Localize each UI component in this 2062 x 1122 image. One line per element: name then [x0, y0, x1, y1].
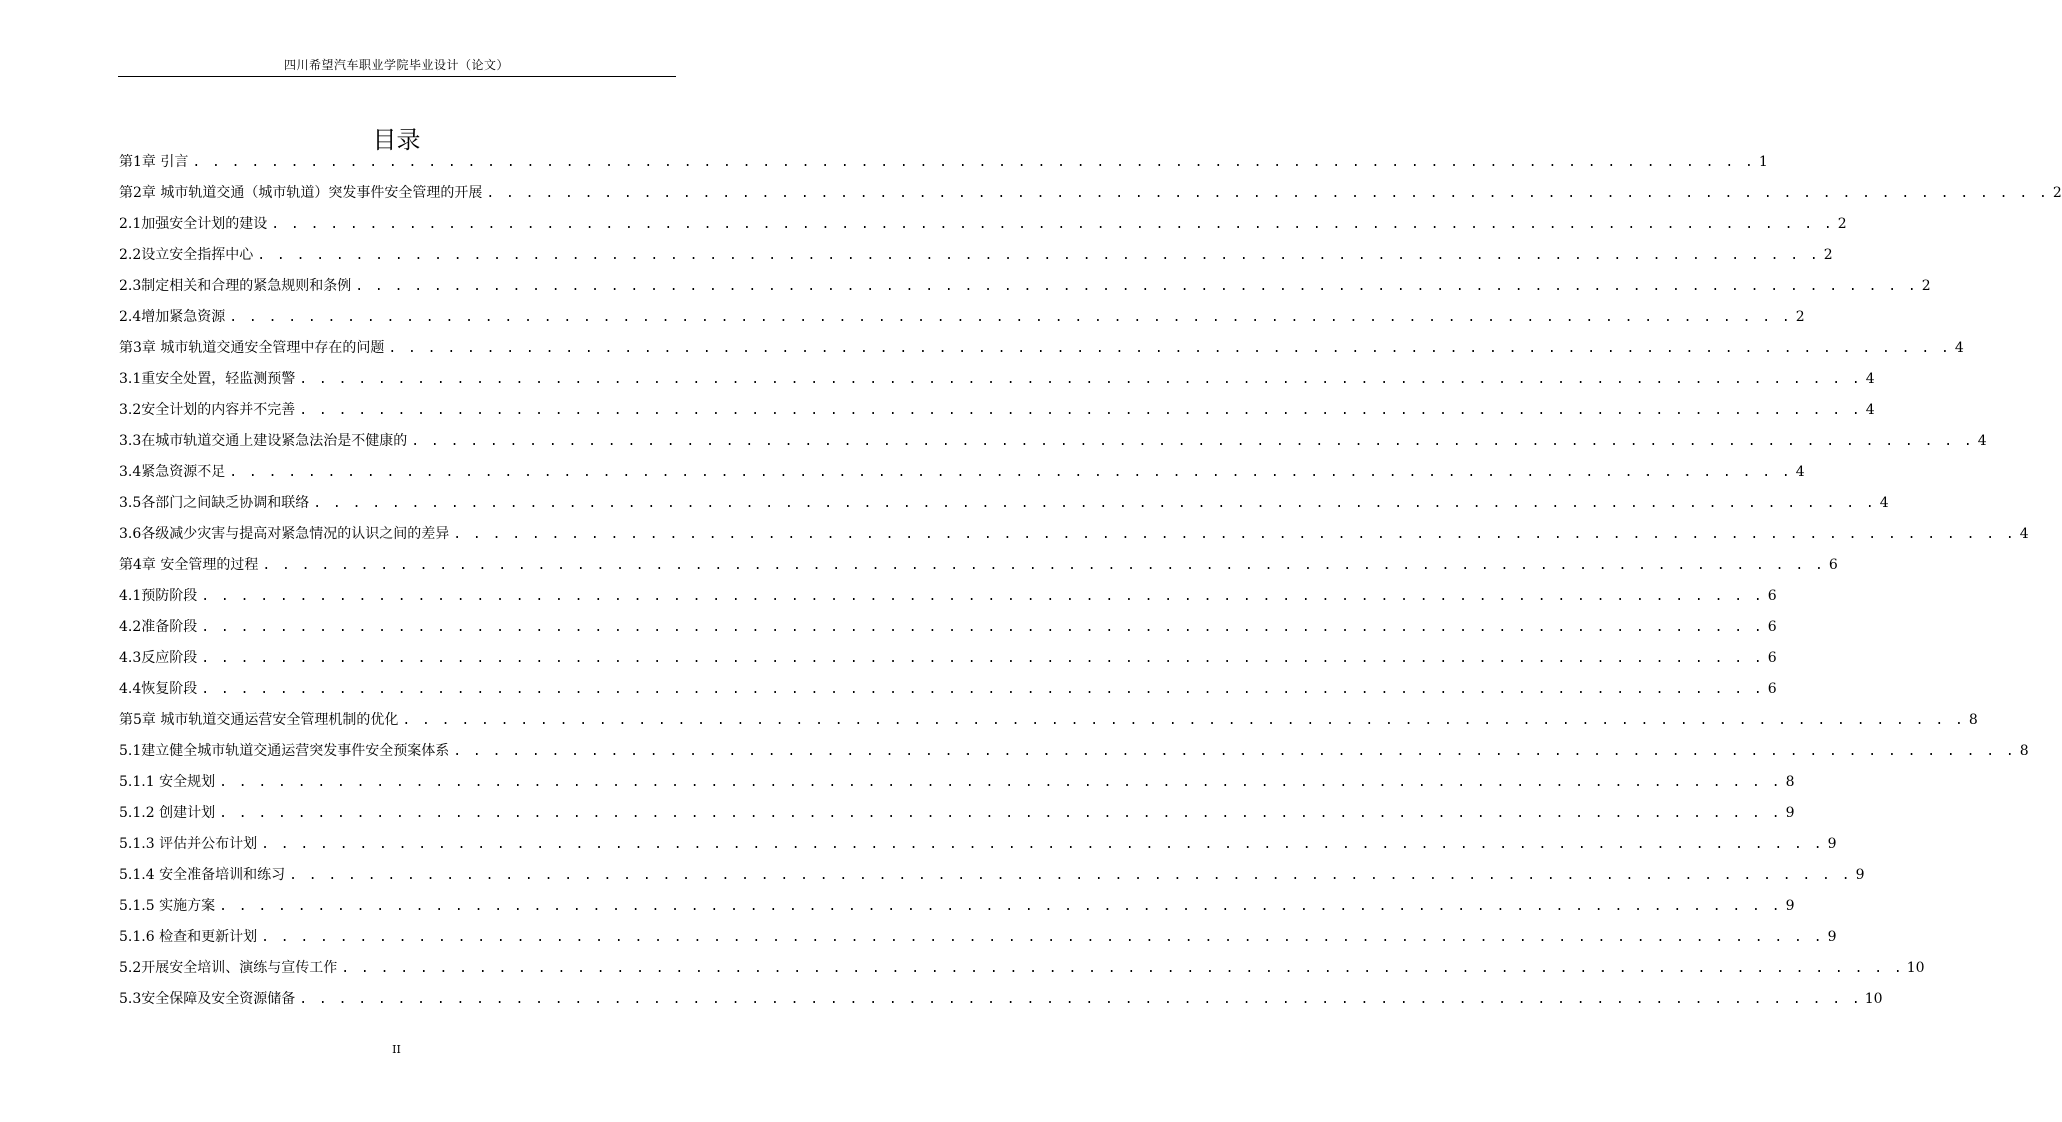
- toc-entry-page: 2: [2052, 185, 2062, 201]
- toc-entry-title: 2.1加强安全计划的建设: [119, 216, 268, 232]
- toc-entry-page: 9: [1827, 929, 1837, 945]
- toc-dot-leader: . . . . . . . . . . . . . . . . . . . . . . . . . . . . . . . . . . . . . . . . . . . . . . . . . . . . . . . . . . . . . . . . . . . . . . . . . . . . . . . .: [219, 899, 1782, 914]
- toc-entry[interactable]: [119, 209, 1847, 240]
- table-of-contents: [119, 147, 2062, 1015]
- toc-entry-title: 3.5各部门之间缺乏协调和联络: [119, 495, 310, 511]
- toc-entry-title: 3.4紧急资源不足: [119, 464, 226, 480]
- toc-entry[interactable]: [119, 426, 1987, 457]
- toc-entry[interactable]: [119, 147, 1768, 178]
- toc-entry-title: 4.3反应阶段: [119, 650, 198, 666]
- toc-entry[interactable]: [119, 395, 1875, 426]
- toc-entry[interactable]: [119, 984, 1883, 1015]
- toc-entry[interactable]: [119, 364, 1875, 395]
- toc-entry[interactable]: [119, 674, 1777, 705]
- toc-entry-title: 2.3制定相关和合理的紧急规则和条例: [119, 278, 352, 294]
- toc-entry[interactable]: [119, 271, 1931, 302]
- toc-dot-leader: . . . . . . . . . . . . . . . . . . . . . . . . . . . . . . . . . . . . . . . . . . . . . . . . . . . . . . . . . . . . . . . . . . . . . . . . . . . . . . . .: [388, 341, 1951, 356]
- toc-entry-title: 第3章 城市轨道交通安全管理中存在的问题: [119, 340, 385, 356]
- toc-entry[interactable]: [119, 736, 2029, 767]
- header-divider: [118, 76, 676, 77]
- toc-dot-leader: . . . . . . . . . . . . . . . . . . . . . . . . . . . . . . . . . . . . . . . . . . . . . . . . . . . . . . . . . . . . . . . . . . . . . . . . . . . . . . . .: [402, 713, 1965, 728]
- toc-entry[interactable]: [119, 240, 1833, 271]
- toc-entry-page: 6: [1767, 619, 1777, 635]
- toc-entry[interactable]: [119, 302, 1805, 333]
- toc-dot-leader: . . . . . . . . . . . . . . . . . . . . . . . . . . . . . . . . . . . . . . . . . . . . . . . . . . . . . . . . . . . . . . . . . . . . . . . . . . . . . . . .: [299, 403, 1862, 418]
- toc-dot-leader: . . . . . . . . . . . . . . . . . . . . . . . . . . . . . . . . . . . . . . . . . . . . . . . . . . . . . . . . . . . . . . . . . . . . . . . . . . . . . . . .: [355, 279, 1918, 294]
- toc-dot-leader: . . . . . . . . . . . . . . . . . . . . . . . . . . . . . . . . . . . . . . . . . . . . . . . . . . . . . . . . . . . . . . . . . . . . . . . . . . . . . . . .: [201, 589, 1764, 604]
- toc-dot-leader: . . . . . . . . . . . . . . . . . . . . . . . . . . . . . . . . . . . . . . . . . . . . . . . . . . . . . . . . . . . . . . . . . . . . . . . . . . . . . . . .: [201, 620, 1764, 635]
- toc-entry-page: 6: [1767, 588, 1777, 604]
- toc-entry-page: 10: [1906, 960, 1925, 976]
- toc-entry[interactable]: [119, 767, 1795, 798]
- toc-dot-leader: . . . . . . . . . . . . . . . . . . . . . . . . . . . . . . . . . . . . . . . . . . . . . . . . . . . . . . . . . . . . . . . . . . . . . . . . . . . . . . . .: [453, 527, 2016, 542]
- toc-entry-page: 2: [1795, 309, 1805, 325]
- toc-entry-title: 5.1.2 创建计划: [119, 805, 216, 821]
- toc-entry-page: 1: [1758, 154, 1768, 170]
- toc-dot-leader: . . . . . . . . . . . . . . . . . . . . . . . . . . . . . . . . . . . . . . . . . . . . . . . . . . . . . . . . . . . . . . . . . . . . . . . . . . . . . . . .: [411, 434, 1974, 449]
- toc-dot-leader: . . . . . . . . . . . . . . . . . . . . . . . . . . . . . . . . . . . . . . . . . . . . . . . . . . . . . . . . . . . . . . . . . . . . . . . . . . . . . . . .: [313, 496, 1876, 511]
- toc-entry-page: 6: [1767, 650, 1777, 666]
- toc-entry-page: 9: [1785, 898, 1795, 914]
- toc-entry-title: 5.1建立健全城市轨道交通运营突发事件安全预案体系: [119, 743, 450, 759]
- toc-entry-title: 4.4恢复阶段: [119, 681, 198, 697]
- toc-entry-title: 第1章 引言: [119, 154, 189, 170]
- toc-entry-page: 2: [1837, 216, 1847, 232]
- toc-entry-page: 2: [1921, 278, 1931, 294]
- toc-entry[interactable]: [119, 550, 1838, 581]
- toc-entry-title: 2.2设立安全指挥中心: [119, 247, 254, 263]
- toc-dot-leader: . . . . . . . . . . . . . . . . . . . . . . . . . . . . . . . . . . . . . . . . . . . . . . . . . . . . . . . . . . . . . . . . . . . . . . . . . . . . . . . .: [289, 868, 1852, 883]
- toc-entry-title: 3.1重安全处置，轻监测预警: [119, 371, 296, 387]
- toc-entry-page: 2: [1823, 247, 1833, 263]
- toc-entry-title: 5.1.4 安全准备培训和练习: [119, 867, 286, 883]
- toc-entry-title: 4.2准备阶段: [119, 619, 198, 635]
- toc-entry-page: 4: [1795, 464, 1805, 480]
- toc-entry[interactable]: [119, 488, 1889, 519]
- toc-entry-page: 9: [1827, 836, 1837, 852]
- toc-entry-title: 5.1.1 安全规划: [119, 774, 216, 790]
- toc-entry-page: 4: [2019, 526, 2029, 542]
- toc-entry-title: 3.6各级减少灾害与提高对紧急情况的认识之间的差异: [119, 526, 450, 542]
- toc-entry-title: 3.2安全计划的内容并不完善: [119, 402, 296, 418]
- toc-dot-leader: . . . . . . . . . . . . . . . . . . . . . . . . . . . . . . . . . . . . . . . . . . . . . . . . . . . . . . . . . . . . . . . . . . . . . . . . . . . . . . . .: [261, 837, 1824, 852]
- toc-dot-leader: . . . . . . . . . . . . . . . . . . . . . . . . . . . . . . . . . . . . . . . . . . . . . . . . . . . . . . . . . . . . . . . . . . . . . . . . . . . . . . . .: [262, 558, 1825, 573]
- toc-entry-title: 5.2开展安全培训、演练与宣传工作: [119, 960, 338, 976]
- toc-entry[interactable]: [119, 457, 1805, 488]
- toc-entry[interactable]: [119, 581, 1777, 612]
- toc-entry-page: 8: [1785, 774, 1795, 790]
- toc-dot-leader: . . . . . . . . . . . . . . . . . . . . . . . . . . . . . . . . . . . . . . . . . . . . . . . . . . . . . . . . . . . . . . . . . . . . . . . . . . . . . . . .: [219, 775, 1782, 790]
- toc-dot-leader: . . . . . . . . . . . . . . . . . . . . . . . . . . . . . . . . . . . . . . . . . . . . . . . . . . . . . . . . . . . . . . . . . . . . . . . . . . . . . . . .: [453, 744, 2016, 759]
- toc-dot-leader: . . . . . . . . . . . . . . . . . . . . . . . . . . . . . . . . . . . . . . . . . . . . . . . . . . . . . . . . . . . . . . . . . . . . . . . . . . . . . . . .: [201, 651, 1764, 666]
- toc-entry-page: 8: [2019, 743, 2029, 759]
- toc-entry[interactable]: [119, 643, 1777, 674]
- page-header: 四川希望汽车职业学院毕业设计（论文）: [283, 58, 509, 72]
- toc-entry-title: 4.1预防阶段: [119, 588, 198, 604]
- toc-dot-leader: . . . . . . . . . . . . . . . . . . . . . . . . . . . . . . . . . . . . . . . . . . . . . . . . . . . . . . . . . . . . . . . . . . . . . . . . . . . . . . . .: [229, 465, 1792, 480]
- toc-entry-page: 6: [1767, 681, 1777, 697]
- toc-dot-leader: . . . . . . . . . . . . . . . . . . . . . . . . . . . . . . . . . . . . . . . . . . . . . . . . . . . . . . . . . . . . . . . . . . . . . . . . . . . . . . . .: [486, 186, 2049, 201]
- toc-entry-page: 6: [1828, 557, 1838, 573]
- toc-entry[interactable]: [119, 953, 1925, 984]
- toc-dot-leader: . . . . . . . . . . . . . . . . . . . . . . . . . . . . . . . . . . . . . . . . . . . . . . . . . . . . . . . . . . . . . . . . . . . . . . . . . . . . . . . .: [261, 930, 1824, 945]
- toc-dot-leader: . . . . . . . . . . . . . . . . . . . . . . . . . . . . . . . . . . . . . . . . . . . . . . . . . . . . . . . . . . . . . . . . . . . . . . . . . . . . . . . .: [257, 248, 1820, 263]
- toc-entry-title: 5.3安全保障及安全资源储备: [119, 991, 296, 1007]
- toc-entry-title: 5.1.3 评估并公布计划: [119, 836, 258, 852]
- toc-entry-title: 第2章 城市轨道交通（城市轨道）突发事件安全管理的开展: [119, 185, 483, 201]
- toc-entry[interactable]: [119, 519, 2029, 550]
- page-number: II: [392, 1043, 401, 1056]
- toc-entry[interactable]: [119, 612, 1777, 643]
- toc-dot-leader: . . . . . . . . . . . . . . . . . . . . . . . . . . . . . . . . . . . . . . . . . . . . . . . . . . . . . . . . . . . . . . . . . . . . . . . . . . . . . . . .: [341, 961, 1904, 976]
- toc-dot-leader: . . . . . . . . . . . . . . . . . . . . . . . . . . . . . . . . . . . . . . . . . . . . . . . . . . . . . . . . . . . . . . . . . . . . . . . . . . . . . . . .: [192, 155, 1755, 170]
- toc-title: 目录: [372, 126, 421, 154]
- toc-entry[interactable]: [119, 829, 1837, 860]
- toc-entry-title: 3.3在城市轨道交通上建设紧急法治是不健康的: [119, 433, 408, 449]
- toc-entry-page: 4: [1954, 340, 1964, 356]
- toc-entry-title: 第4章 安全管理的过程: [119, 557, 259, 573]
- toc-entry-page: 4: [1977, 433, 1987, 449]
- toc-dot-leader: . . . . . . . . . . . . . . . . . . . . . . . . . . . . . . . . . . . . . . . . . . . . . . . . . . . . . . . . . . . . . . . . . . . . . . . . . . . . . . . .: [299, 372, 1862, 387]
- toc-entry[interactable]: [119, 798, 1795, 829]
- toc-dot-leader: . . . . . . . . . . . . . . . . . . . . . . . . . . . . . . . . . . . . . . . . . . . . . . . . . . . . . . . . . . . . . . . . . . . . . . . . . . . . . . . .: [219, 806, 1782, 821]
- toc-dot-leader: . . . . . . . . . . . . . . . . . . . . . . . . . . . . . . . . . . . . . . . . . . . . . . . . . . . . . . . . . . . . . . . . . . . . . . . . . . . . . . . .: [271, 217, 1834, 232]
- toc-entry-title: 第5章 城市轨道交通运营安全管理机制的优化: [119, 712, 399, 728]
- toc-entry-page: 9: [1785, 805, 1795, 821]
- toc-entry-page: 9: [1855, 867, 1865, 883]
- toc-entry[interactable]: [119, 922, 1837, 953]
- toc-entry-title: 5.1.5 实施方案: [119, 898, 216, 914]
- toc-entry-page: 8: [1968, 712, 1978, 728]
- toc-entry[interactable]: [119, 705, 1978, 736]
- toc-dot-leader: . . . . . . . . . . . . . . . . . . . . . . . . . . . . . . . . . . . . . . . . . . . . . . . . . . . . . . . . . . . . . . . . . . . . . . . . . . . . . . . .: [229, 310, 1792, 325]
- toc-entry-title: 2.4增加紧急资源: [119, 309, 226, 325]
- toc-entry[interactable]: [119, 891, 1795, 922]
- toc-entry[interactable]: [119, 333, 1964, 364]
- toc-dot-leader: . . . . . . . . . . . . . . . . . . . . . . . . . . . . . . . . . . . . . . . . . . . . . . . . . . . . . . . . . . . . . . . . . . . . . . . . . . . . . . . .: [299, 992, 1862, 1007]
- toc-dot-leader: . . . . . . . . . . . . . . . . . . . . . . . . . . . . . . . . . . . . . . . . . . . . . . . . . . . . . . . . . . . . . . . . . . . . . . . . . . . . . . . .: [201, 682, 1764, 697]
- toc-entry-page: 4: [1879, 495, 1889, 511]
- toc-entry-page: 10: [1864, 991, 1883, 1007]
- toc-entry-title: 5.1.6 检查和更新计划: [119, 929, 258, 945]
- toc-entry[interactable]: [119, 178, 2062, 209]
- toc-entry-page: 4: [1865, 371, 1875, 387]
- toc-entry[interactable]: [119, 860, 1865, 891]
- toc-entry-page: 4: [1865, 402, 1875, 418]
